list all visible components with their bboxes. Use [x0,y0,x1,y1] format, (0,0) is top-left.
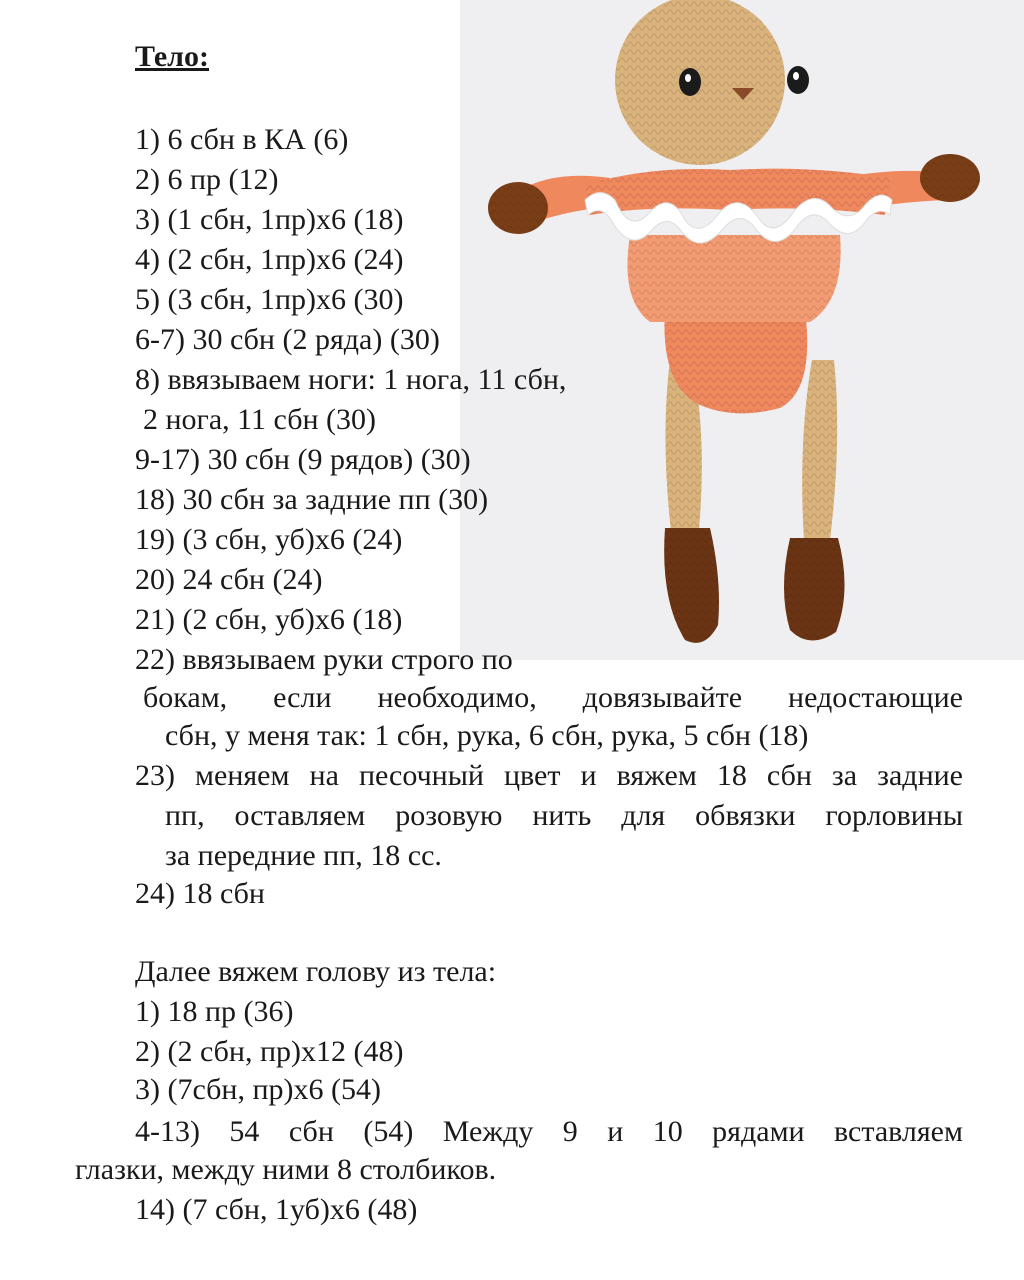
step-line: глазки, между ними 8 столбиков. [75,1153,497,1186]
step-line: бокам, если необходимо, довязывайте недостающие [143,681,963,714]
doll-photo [460,0,1024,660]
step-line: 19) (3 сбн, уб)х6 (24) [135,523,403,556]
step-line: 18) 30 сбн за задние пп (30) [135,483,489,516]
step-line: 3) (7сбн, пр)х6 (54) [135,1073,382,1106]
section-title-body: Тело: [135,40,210,73]
step-line: 24) 18 сбн [135,877,265,910]
step-line: 1) 18 пр (36) [135,995,294,1028]
step-line: 14) (7 сбн, 1уб)х6 (48) [135,1193,418,1226]
step-line: 22) ввязываем руки строго по [135,643,513,676]
doll-dress [520,169,945,322]
step-line: 3) (1 сбн, 1пр)х6 (18) [135,203,404,236]
step-line: 8) ввязываем ноги: 1 нога, 11 сбн, [135,363,567,396]
step-line: 9-17) 30 сбн (9 рядов) (30) [135,443,471,476]
step-line: 2 нога, 11 сбн (30) [143,403,377,436]
step-line: 4) (2 сбн, 1пр)х6 (24) [135,243,404,276]
step-line: 4-13) 54 сбн (54) Между 9 и 10 рядами вставляем [135,1115,963,1148]
doll-illustration [460,0,1024,660]
step-line: 20) 24 сбн (24) [135,563,323,596]
step-line: 1) 6 сбн в КА (6) [135,123,349,156]
step-line: 23) меняем на песочный цвет и вяжем 18 сбн за задние [135,759,963,792]
step-line: 2) 6 пр (12) [135,163,279,196]
step-line: 21) (2 сбн, уб)х6 (18) [135,603,403,636]
step-line: сбн, у меня так: 1 сбн, рука, 6 сбн, рука, 5 сбн (18) [165,719,809,752]
doll-boots [664,528,844,643]
step-line: 5) (3 сбн, 1пр)х6 (30) [135,283,404,316]
step-line: 6-7) 30 сбн (2 ряда) (30) [135,323,440,356]
doll-head [615,0,809,165]
step-line: за передние пп, 18 сс. [165,839,442,872]
section-intro-head: Далее вяжем голову из тела: [135,955,497,988]
step-line: 2) (2 сбн, пр)х12 (48) [135,1035,404,1068]
step-line: пп, оставляем розовую нить для обвязки горловины [165,799,963,832]
